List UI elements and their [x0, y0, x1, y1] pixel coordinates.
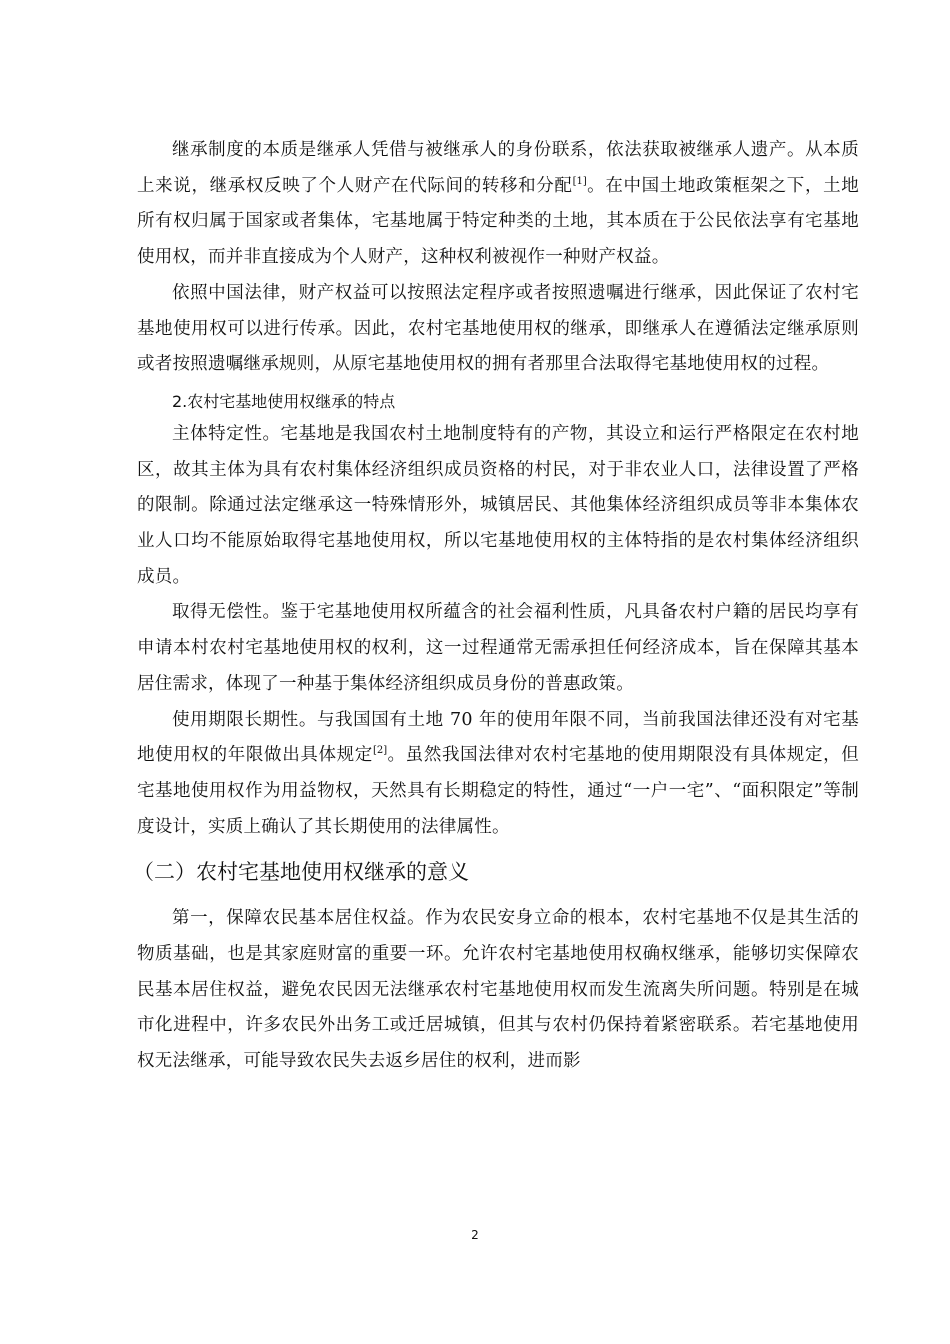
- paragraph-text: 继承制度的本质是继承人凭借与被继承人的身份联系，依法获取被继承人遗产。从本质上来说，继承权反映了个人财产在代际间的转移和分配: [137, 140, 859, 196]
- citation-ref-2[interactable]: [2]: [372, 745, 388, 757]
- section-title-significance: （二）农村宅基地使用权继承的意义: [133, 860, 469, 885]
- page-content: [133, 133, 860, 1080]
- paragraph-text: 。在中国土地政策框架之下，土地所有权归属于国家或者集体，宅基地属于特定种类的土地，其本质在于公民依法享有宅基地使用权，而并非直接成为个人财产，这种权利被视作一种财产权益。: [137, 175, 860, 268]
- paragraph-subject-specificity: 主体特定性。宅基地是我国农村土地制度特有的产物，其设立和运行严格限定在农村地区，故其主体为具有农村集体经济组织成员资格的村民，对于非农业人口，法律设置了严格的限制。除通过法定继承这一特殊情形外，城镇居民、其他集体经济组织成员等非本集体农业人口均不能原始取得宅基地使用权，所以宅基地使用权的主体特指的是农村集体经济组织成员。: [137, 423, 859, 587]
- page-number: 2: [471, 1228, 479, 1242]
- paragraph-legal-basis: 依照中国法律，财产权益可以按照法定程序或者按照遗嘱进行继承，因此保证了农村宅基地使用权可以进行传承。因此，农村宅基地使用权的继承，即继承人在遵循法定继承原则或者按照遗嘱继承规则，从原宅基地使用权的拥有者那里合法取得宅基地使用权的过程。: [137, 282, 859, 375]
- paragraph-long-term-use: [137, 703, 859, 846]
- paragraph-text: 。虽然我国法律对农村宅基地的使用期限没有具体规定，但宅基地使用权作为用益物权，天然具有长期稳定的特性，通过“一户一宅”、“面积限定”等制度设计，实质上确认了其长期使用的法律属性。: [137, 745, 860, 837]
- paragraph-residential-rights: 第一，保障农民基本居住权益。作为农民安身立命的根本，农村宅基地不仅是其生活的物质基础，也是其家庭财富的重要一环。允许农村宅基地使用权确权继承，能够切实保障农民基本居住权益，避免农民因无法继承农村宅基地使用权而发生流离失所问题。特别是在城市化进程中，许多农民外出务工或迁居城镇，但其与农村仍保持着紧密联系。若宅基地使用权无法继承，可能导致农民失去返乡居住的权利，进而影: [137, 908, 859, 1072]
- paragraph-free-acquisition: 取得无偿性。鉴于宅基地使用权所蕴含的社会福利性质，凡具备农村户籍的居民均享有申请本村农村宅基地使用权的权利，这一过程通常无需承担任何经济成本，旨在保障其基本居住需求，体现了一种基于集体经济组织成员身份的普惠政策。: [137, 602, 859, 694]
- citation-ref-1[interactable]: [1]: [572, 175, 587, 187]
- paragraph-text: 使用期限长期性。与我国国有土地 70 年的使用年限不同，当前我国法律还没有对宅基地使用权的年限做出具体规定: [137, 709, 859, 766]
- paragraph-inheritance-essence: [137, 133, 859, 276]
- subheading-characteristics: 2.农村宅基地使用权继承的特点: [172, 391, 396, 411]
